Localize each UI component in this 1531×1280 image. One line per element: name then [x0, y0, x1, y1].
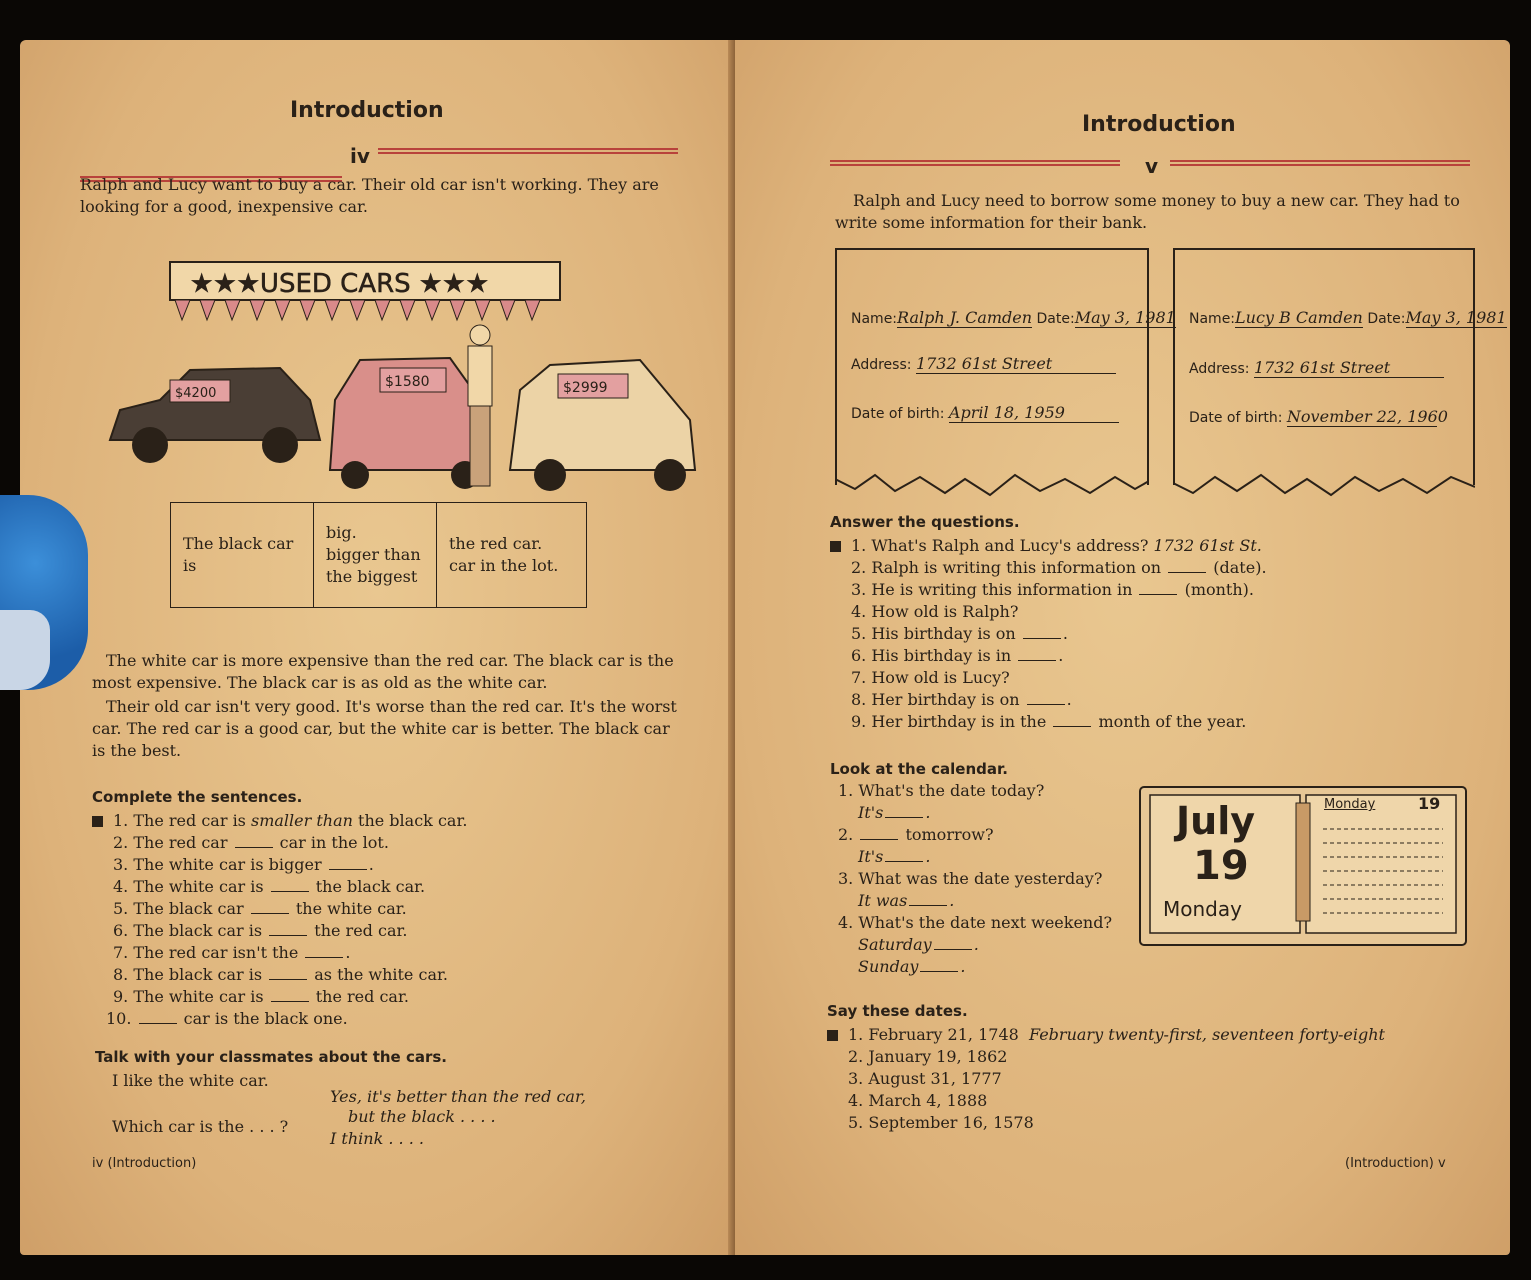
list-item: It was . — [858, 891, 955, 910]
complete-list — [92, 810, 467, 1030]
calendar-month: July — [1176, 799, 1255, 843]
price-tag-white: $2999 — [563, 380, 608, 396]
calendar-weekday: Monday — [1163, 897, 1242, 921]
list-item: 6. His birthday is in . — [851, 646, 1064, 665]
list-item: 8. Her birthday is on . — [851, 690, 1072, 709]
list-item: Sunday . — [858, 957, 966, 976]
talk-heading: Talk with your classmates about the cars. — [95, 1048, 447, 1066]
list-item: 5. The black car the white car. — [113, 899, 407, 918]
list-item: 9. Her birthday is in the month of the year. — [851, 712, 1247, 731]
list-item: 1. What's the date today? — [838, 781, 1045, 800]
list-item: It's . — [858, 803, 931, 822]
right-page-title: Introduction — [1082, 112, 1236, 137]
say-list — [827, 1024, 1385, 1134]
list-item: 5. September 16, 1578 — [848, 1113, 1034, 1132]
list-item: 8. The black car is as the white car. — [113, 965, 448, 984]
bullet-square-icon — [92, 816, 103, 827]
left-intro: Ralph and Lucy want to buy a car. Their old car isn't working. They are looking for a good, inexpensive car. — [80, 175, 659, 216]
list-item: 3. The white car is bigger . — [113, 855, 374, 874]
answer-heading: Answer the questions. — [830, 513, 1020, 531]
bank-form-ralph: Name:Ralph J. Camden Date:May 3, 1981 Address: 1732 61st Street Date of birth: April 18, 1959 — [835, 248, 1149, 485]
calendar-questions — [838, 780, 1138, 978]
list-item: 10. car is the black one. — [106, 1009, 348, 1028]
table-col2 — [314, 503, 437, 608]
torn-edge-icon — [835, 469, 1149, 499]
right-title-rule-right — [1170, 160, 1470, 166]
list-item: 4. March 4, 1888 — [848, 1091, 988, 1110]
list-item: 2. The red car car in the lot. — [113, 833, 389, 852]
list-item: 9. The white car is the red car. — [113, 987, 409, 1006]
thumb-band-icon — [0, 610, 50, 690]
comparison-table — [170, 502, 587, 608]
talk-line-a2: Which car is the . . . ? — [112, 1117, 289, 1136]
list-item: 2. tomorrow? — [838, 825, 994, 844]
price-tag-black: $4200 — [175, 386, 217, 401]
table-col3-line: the red car. — [449, 534, 543, 553]
table-col2-line: the biggest — [326, 567, 418, 586]
talk-line-b3: I think . . . . — [330, 1129, 424, 1148]
calendar-heading: Look at the calendar. — [830, 760, 1008, 778]
list-item: 6. The black car is the red car. — [113, 921, 408, 940]
list-item: 4. What's the date next weekend? — [838, 913, 1113, 932]
white-car-icon — [510, 360, 695, 491]
right-footer: (Introduction) v — [1345, 1156, 1446, 1171]
red-car-icon — [330, 358, 480, 489]
complete-heading: Complete the sentences. — [92, 788, 303, 806]
bank-form-lucy: Name:Lucy B Camden Date:May 3, 1981 Address: 1732 61st Street Date of birth: November 22, 1960 — [1173, 248, 1475, 485]
answer-list — [830, 535, 1267, 733]
say-heading: Say these dates. — [827, 1002, 968, 1020]
talk-line-a1: I like the white car. — [112, 1071, 269, 1090]
left-page-title: Introduction — [290, 98, 444, 123]
list-item: 2. Ralph is writing this information on (date). — [851, 558, 1267, 577]
table-col1: The black car is — [171, 503, 314, 608]
right-title-rule-left — [830, 160, 1120, 166]
salesman-icon — [468, 325, 492, 486]
list-item: 4. The white car is the black car. — [113, 877, 426, 896]
desk-calendar — [1138, 785, 1468, 947]
list-item: 1. February 21, 1748 February twenty-first, seventeen forty-eight — [827, 1024, 1385, 1046]
list-item: 2. January 19, 1862 — [848, 1047, 1008, 1066]
table-col3 — [437, 503, 587, 608]
table-col2-line: bigger than — [326, 545, 421, 564]
calendar-day: 19 — [1193, 843, 1249, 889]
torn-edge-icon — [1173, 469, 1475, 499]
table-col3-line: car in the lot. — [449, 556, 559, 575]
list-item: 7. How old is Lucy? — [851, 668, 1010, 687]
table-col2-line: big. — [326, 523, 357, 542]
bullet-square-icon — [827, 1030, 838, 1041]
price-tag-red: $1580 — [385, 374, 430, 390]
list-item: It's . — [858, 847, 931, 866]
list-item: 1. The red car is smaller than the black car. — [92, 810, 467, 832]
left-para-1: The white car is more expensive than the red car. The black car is the most expensive. The black car is as old as the white car. — [92, 651, 674, 692]
list-item: 3. What was the date yesterday? — [838, 869, 1103, 888]
right-page-number: v — [1145, 154, 1159, 178]
left-page-number: iv — [350, 144, 370, 168]
list-item: 4. How old is Ralph? — [851, 602, 1019, 621]
left-para-2: Their old car isn't very good. It's worse than the red car. It's the worst car. The red car is a good car, but the white car is better. The black car is the best. — [92, 697, 677, 760]
calendar-tab-weekday: Monday — [1324, 797, 1376, 812]
right-page — [735, 40, 1510, 1255]
banner-text: ★★★USED CARS ★★★ — [190, 269, 489, 299]
used-cars-illustration — [80, 250, 700, 500]
talk-line-b2: but the black . . . . — [348, 1107, 496, 1126]
calendar-tab-day: 19 — [1418, 794, 1441, 813]
black-car-icon — [110, 368, 320, 463]
left-page — [20, 40, 735, 1255]
talk-line-b1: Yes, it's better than the red car, — [330, 1087, 586, 1106]
list-item: 1. What's Ralph and Lucy's address? 1732 61st St. — [830, 535, 1267, 557]
list-item: Saturday . — [858, 935, 979, 954]
left-title-rule-right — [378, 148, 678, 154]
list-item: 3. He is writing this information in (month). — [851, 580, 1254, 599]
list-item: 5. His birthday is on . — [851, 624, 1068, 643]
bullet-square-icon — [830, 541, 841, 552]
right-intro: Ralph and Lucy need to borrow some money to buy a new car. They had to write some information for their bank. — [835, 191, 1460, 232]
left-footer: iv (Introduction) — [92, 1156, 197, 1171]
list-item: 7. The red car isn't the . — [113, 943, 351, 962]
list-item: 3. August 31, 1777 — [848, 1069, 1002, 1088]
